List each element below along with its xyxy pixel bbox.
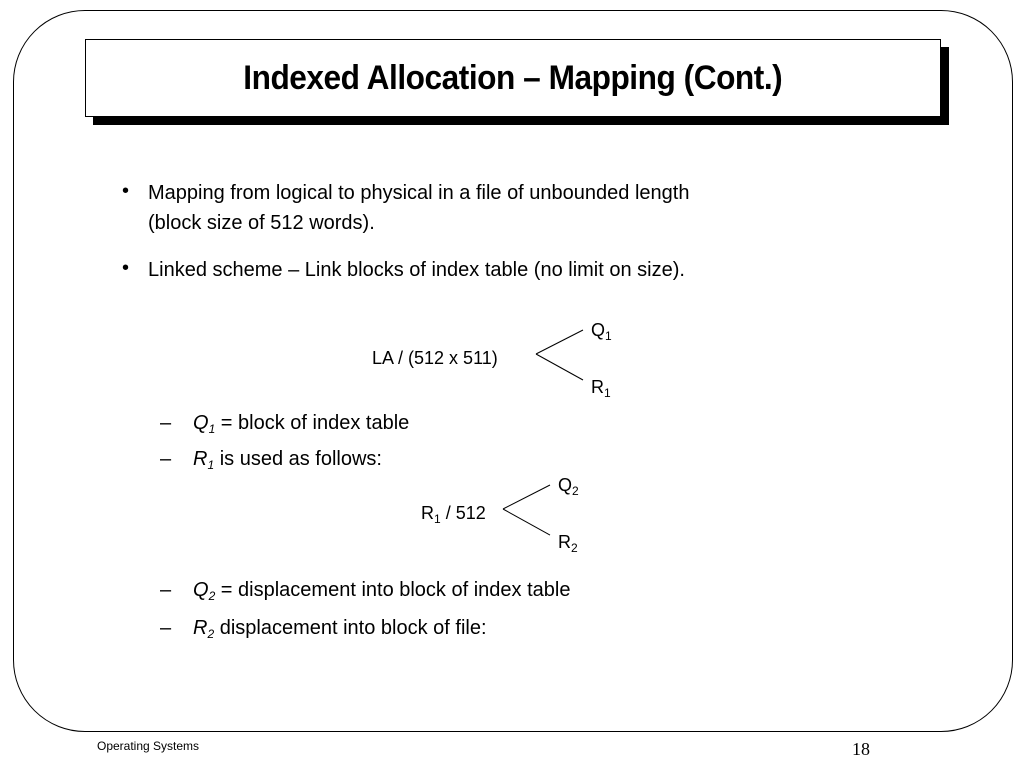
footer-course: Operating Systems (97, 739, 200, 753)
bullet-marker: • (122, 257, 130, 279)
title-box (85, 39, 941, 117)
bullet-1-line-2: (block size of 512 words). (148, 212, 375, 234)
footer-page-number: 18 (852, 739, 870, 759)
sub-item-r1: $R_1$ is used as follows: (193, 448, 382, 472)
sub-item-q1: $Q_1$ = block of index table (193, 412, 410, 436)
dash-marker: – (160, 448, 172, 470)
sub-item-q2: $Q_2$ = displacement into block of index table (193, 579, 571, 603)
bullet-2-line-1: Linked scheme – Link blocks of index table (no limit on size). (148, 259, 685, 281)
dash-marker: – (160, 617, 172, 639)
bullet-marker: • (122, 180, 130, 202)
diagram2-top-label: $Q_2$ (558, 475, 579, 498)
dash-marker: – (160, 579, 172, 601)
sub-item-r2: $R_2$ displacement into block of file: (193, 617, 487, 641)
bullet-1-line-1: Mapping from logical to physical in a file of unbounded length (148, 182, 690, 204)
diagram2-bottom-label: $R_2$ (558, 532, 578, 555)
diagram1-bottom-label: $R_1$ (591, 377, 611, 400)
diagram2-source: $R_1 / 512$ (421, 503, 486, 526)
diagram1-source: LA / (512 x 511) (372, 348, 498, 368)
slide-title: Indexed Allocation – Mapping (Cont.) (243, 58, 783, 97)
diagram1-top-label: $Q_1$ (591, 320, 612, 343)
dash-marker: – (160, 412, 172, 434)
